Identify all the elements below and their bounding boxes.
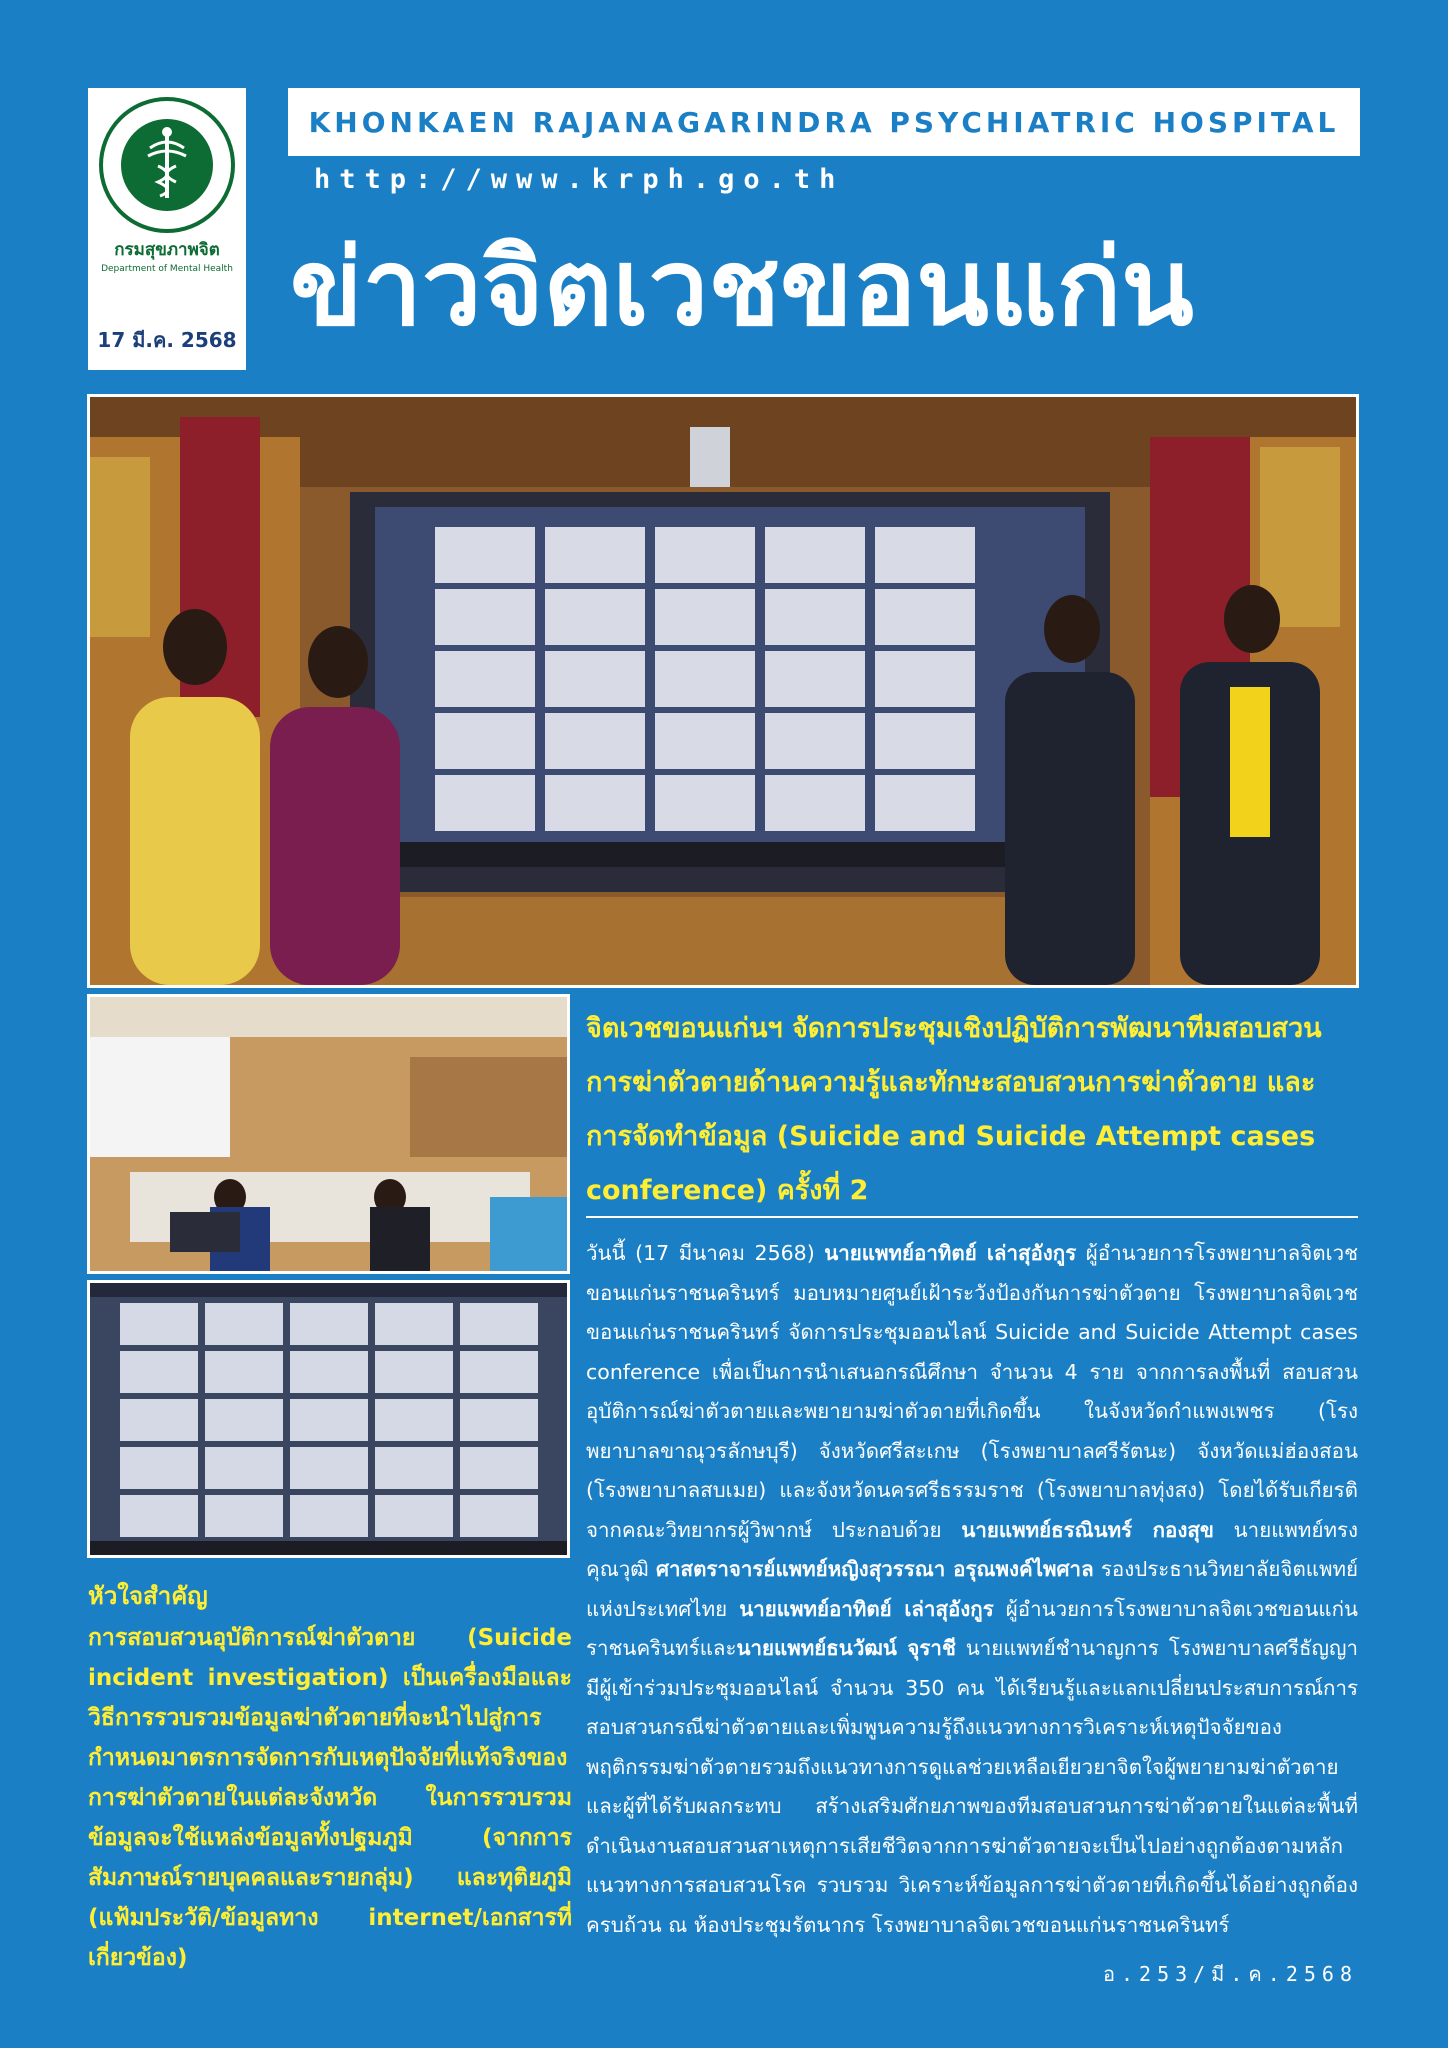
conference-screen-photo [90, 397, 1356, 985]
ministry-seal-icon [98, 96, 236, 234]
person-name: ศาสตราจารย์แพทย์หญิงสุวรรณา อรุณพงค์ไพศาล [656, 1557, 1094, 1581]
main-event-photo [87, 394, 1359, 988]
article-headline: จิตเวชขอนแก่นฯ จัดการประชุมเชิงปฏิบัติการพัฒนาทีมสอบสวนการฆ่าตัวตายด้านความรู้และทักษะสอบสวนการฆ่าตัวตาย และการจัดทำข้อมูล (Suicide and Suicide Attempt cases conference) ครั้งที่ 2 [586, 1013, 1322, 1206]
body-text: รองประธานวิทยาลัยจิตแพทย์แห่งประเทศไทย [586, 1557, 1359, 1621]
meeting-room-image [90, 997, 567, 1271]
person-name: นายแพทย์ธรณินทร์ กองสุข [961, 1517, 1214, 1542]
hospital-name: KHONKAEN RAJANAGARINDRA PSYCHIATRIC HOSPITAL [308, 105, 1340, 139]
online-meeting-screenshot [87, 1280, 570, 1558]
body-text: นายแพทย์ชำนาญการ โรงพยาบาลศรีธัญญา มีผู้เข้าร่วมประชุมออนไลน์ จำนวน 350 คน ได้เรียนรู้และแลกเปลี่ยนประสบการณ์การสอบสวนกรณีฆ่าตัวตายและเพิ่มพูนความรู้ถึงแนวทางการวิเคราะห์เหตุปัจจัยของพฤติกรรมฆ่าตัวตายรวมถึงแนวทางการดูแลช่วยเหลือเยียวยาจิตใจผู้พยายามฆ่าตัวตายและผู้ที่ได้รับผลกระทบ สร้างเสริมศักยภาพของทีมสอบสวนการฆ่าตัวตายในแต่ละพื้นที่ ดำเนินงานสอบสวนสาเหตุการเสียชีวิตจากการฆ่าตัวตายจะเป็นไปอย่างถูกต้องตามหลักแนวทางการสอบสวนโรค รวบรวม วิเคราะห์ข้อมูลการฆ่าตัวตายที่เกิดขึ้นได้อย่างถูกต้อง ครบถ้วน ณ ห้องประชุมรัตนากร โรงพยาบาลจิตเวชขอนแก่นราชนครินทร์ [586, 1636, 1358, 1937]
newsletter-masthead: ข่าวจิตเวชขอนแก่น [290, 226, 1194, 349]
body-text: ผู้อำนวยการโรงพยาบาลจิตเวชขอนแก่นราชนครินทร์และ [586, 1596, 1358, 1660]
department-name-thai: กรมสุขภาพจิต [114, 240, 220, 260]
body-text: ผู้อำนวยการโรงพยาบาลจิตเวชขอนแก่นราชนครินทร์ มอบหมายศูนย์เฝ้าระวังป้องกันการฆ่าตัวตาย โรงพยาบาลจิตเวชขอนแก่นราชนครินทร์ จัดการประชุมออนไลน์ Suicide and Suicide Attempt cases conference เพื่อเป็นการนำเสนอกรณีศึกษา จำนวน 4 ราย จากการลงพื้นที่ สอบสวนอุบัติการณ์ฆ่าตัวตายและพยายามฆ่าตัวตายที่เกิดขึ้น ในจังหวัดกำแพงเพชร (โรงพยาบาลขาณุวรลักษบุรี) จังหวัดศรีสะเกษ (โรงพยาบาลศรีรัตนะ) จังหวัดแม่ฮ่องสอน (โรงพยาบาลสบเมย) และจังหวัดนครศรีธรรมราช (โรงพยาบาลทุ่งสง) โดยได้รับเกียรติจากคณะวิทยากรผู้วิพากษ์ ประกอบด้วย [586, 1241, 1359, 1542]
logo-panel [88, 88, 246, 370]
sidebar-title: หัวใจสำคัญ [88, 1582, 208, 1610]
sidebar-text: การสอบสวนอุบัติการณ์ฆ่าตัวตาย (Suicide incident investigation) เป็นเครื่องมือและวิธีการรวบรวมข้อมูลฆ่าตัวตายที่จะนำไปสู่การกำหนดมาตรการจัดการกับเหตุปัจจัยที่แท้จริงของการฆ่าตัวตายในแต่ละจังหวัด ในการรวบรวมข้อมูลจะใช้แหล่งข้อมูลทั้งปฐมภูมิ (จากการสัมภาษณ์รายบุคคลและรายกลุ่ม) และทุติยภูมิ (แฟ้มประวัติ/ข้อมูลทาง internet/เอกสารที่เกี่ยวข้อง) [88, 1625, 572, 1971]
person-name: นายแพทย์อาทิตย์ เล่าสุอังกูร [739, 1596, 994, 1621]
document-number: อ.253/มี.ค.2568 [1102, 1962, 1358, 1986]
website-url[interactable]: http://www.krph.go.th [314, 164, 845, 195]
person-name: นายแพทย์อาทิตย์ เล่าสุอังกูร [824, 1241, 1077, 1265]
body-text: วันนี้ (17 มีนาคม 2568) [586, 1241, 825, 1265]
article-body [586, 1234, 1358, 1945]
department-name-english: Department of Mental Health [101, 264, 233, 274]
headline-divider [586, 1216, 1358, 1218]
person-name: นายแพทย์ธนวัฒน์ จุราชี [736, 1636, 956, 1660]
meeting-room-photo [87, 994, 570, 1274]
hospital-name-banner [288, 88, 1360, 156]
video-grid-image [90, 1283, 567, 1555]
body-text: นายแพทย์ทรงคุณวุฒิ [586, 1517, 1358, 1581]
issue-date: 17 มี.ค. 2568 [97, 328, 237, 352]
